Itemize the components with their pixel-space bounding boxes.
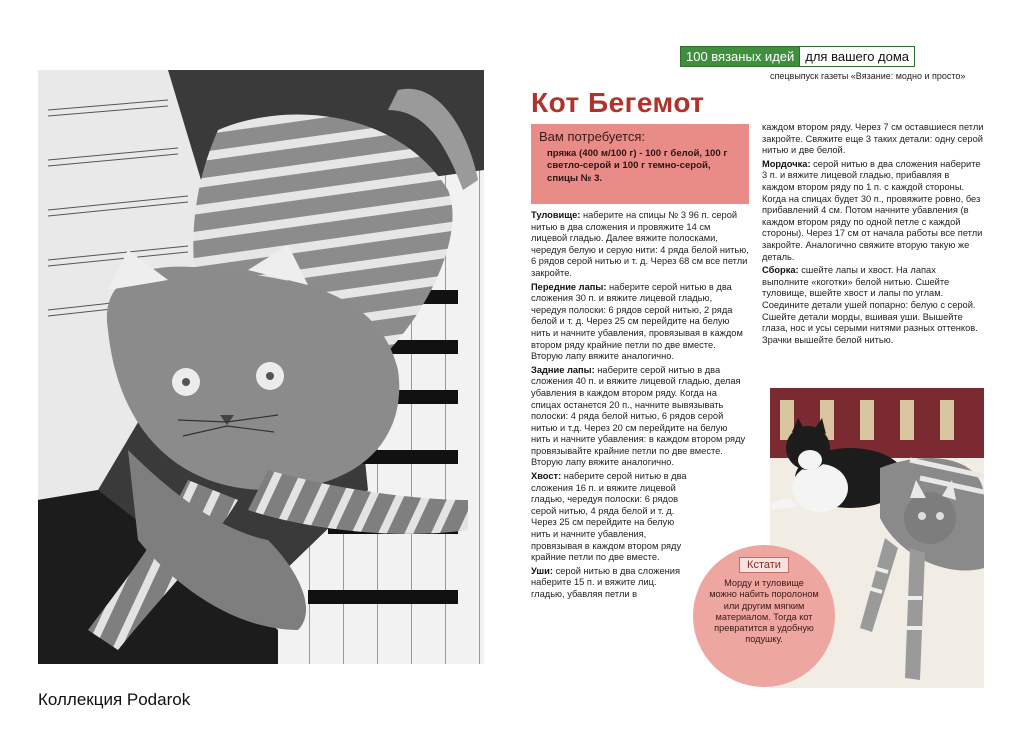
article-title: Кот Бегемот [531, 87, 705, 118]
main-photo-knitted-cat [38, 70, 484, 664]
section-ears-continued: каждом втором ряду. Через 7 см оставшиеся петли закройте. Свяжите еще 3 таких детали: одну серой нитью и две белой. [762, 122, 984, 156]
section-tail: Хвост: наберите серой нитью в два сложения 16 п. и вяжите лицевой гладью, чередуя полоски: 6 рядов серой нитью, 4 ряда белой и т. д. Через 25 см перейдите на белую нить и начните убавления, провязывая в каждом втором ряду крайние петли по две вместе. [531, 471, 687, 563]
instructions-column-1 [531, 210, 749, 603]
instructions-column-2 [762, 122, 984, 348]
materials-text: пряжа (400 м/100 г) - 100 г белой, 100 г светло-серой и 100 г темно-серой, спицы № 3. [547, 148, 728, 184]
section-assembly: Сборка: сшейте лапы и хвост. На лапах выполните «коготки» белой нитью. Сшейте туловище, вшейте хвост и лапы по углам. Соедините детали ушей попарно: белую с серой. Сшейте детали морды, вшивая уши. Вышейте глаза, нос и усы серыми нитями разных оттенков. Зрачки вышейте белой нитью. [762, 265, 978, 345]
section-body: Туловище: наберите на спицы № 3 96 п. серой нитью в два сложения и провяжите 14 см лицевой гладью. Далее вяжите полосками, чередуя белую и серую нити: 4 ряда белой нитью, 6 рядов серой нитью и т. д. Через 68 см все петли закройте. [531, 210, 749, 278]
materials-box [531, 124, 749, 204]
tip-text: Морду и туловище можно набить поролоном или другим мягким материалом. Тогда кот превратится в удобную подушку. [709, 578, 819, 645]
tip-heading: Кстати [739, 557, 789, 573]
section-front-legs: Передние лапы: наберите серой нитью в два сложения 30 п. и вяжите лицевой гладью, чередуя полоски: 6 рядов серой нитью, 2 ряда белой и т. д. Через 25 см перейдите на белую нить и начните убавления, провязывая в каждом втором ряду крайние петли по две вместе. Вторую лапу вяжите аналогично. [531, 281, 743, 362]
series-tagline: для вашего дома [799, 47, 914, 66]
publication-subtitle: спецвыпуск газеты «Вязание: модно и просто» [770, 71, 966, 81]
tip-callout [693, 545, 835, 687]
section-back-legs: Задние лапы: наберите серой нитью в два сложения 40 п. и вяжите лицевой гладью, делая убавления в каждом втором ряду. Когда на спицах останется 20 п., начните вывязывать полоски: 4 ряда белой нитью, 6 рядов серой нитью и т.д. Через 20 см перейдите на белую нить и начните убавления: в каждом втором ряду провязывайте крайние петли по две вместе. Вторую лапу вяжите аналогично. [531, 364, 746, 468]
materials-heading: Вам потребуется: [539, 129, 645, 144]
series-name: 100 вязаных идей [681, 47, 799, 66]
collection-caption: Коллекция Podarok [38, 690, 191, 709]
series-banner [680, 46, 915, 67]
section-muzzle: Мордочка: серой нитью в два сложения наберите 3 п. и вяжите лицевой гладью, прибавляя в каждом втором ряду по 1 п. с каждой стороны. Когда на спицах будет 30 п., провяжите ровно, без прибавлений 4 см. Потом начните убавления (в каждом втором ряду по одной петле с каждой стороны). Через 17 см от начала работы все петли закройте. Аналогично свяжите вторую такую же деталь. [762, 158, 983, 262]
section-ears: Уши: серой нитью в два сложения наберите 15 п. и вяжите лиц. гладью, убавляя петли в [531, 565, 681, 599]
